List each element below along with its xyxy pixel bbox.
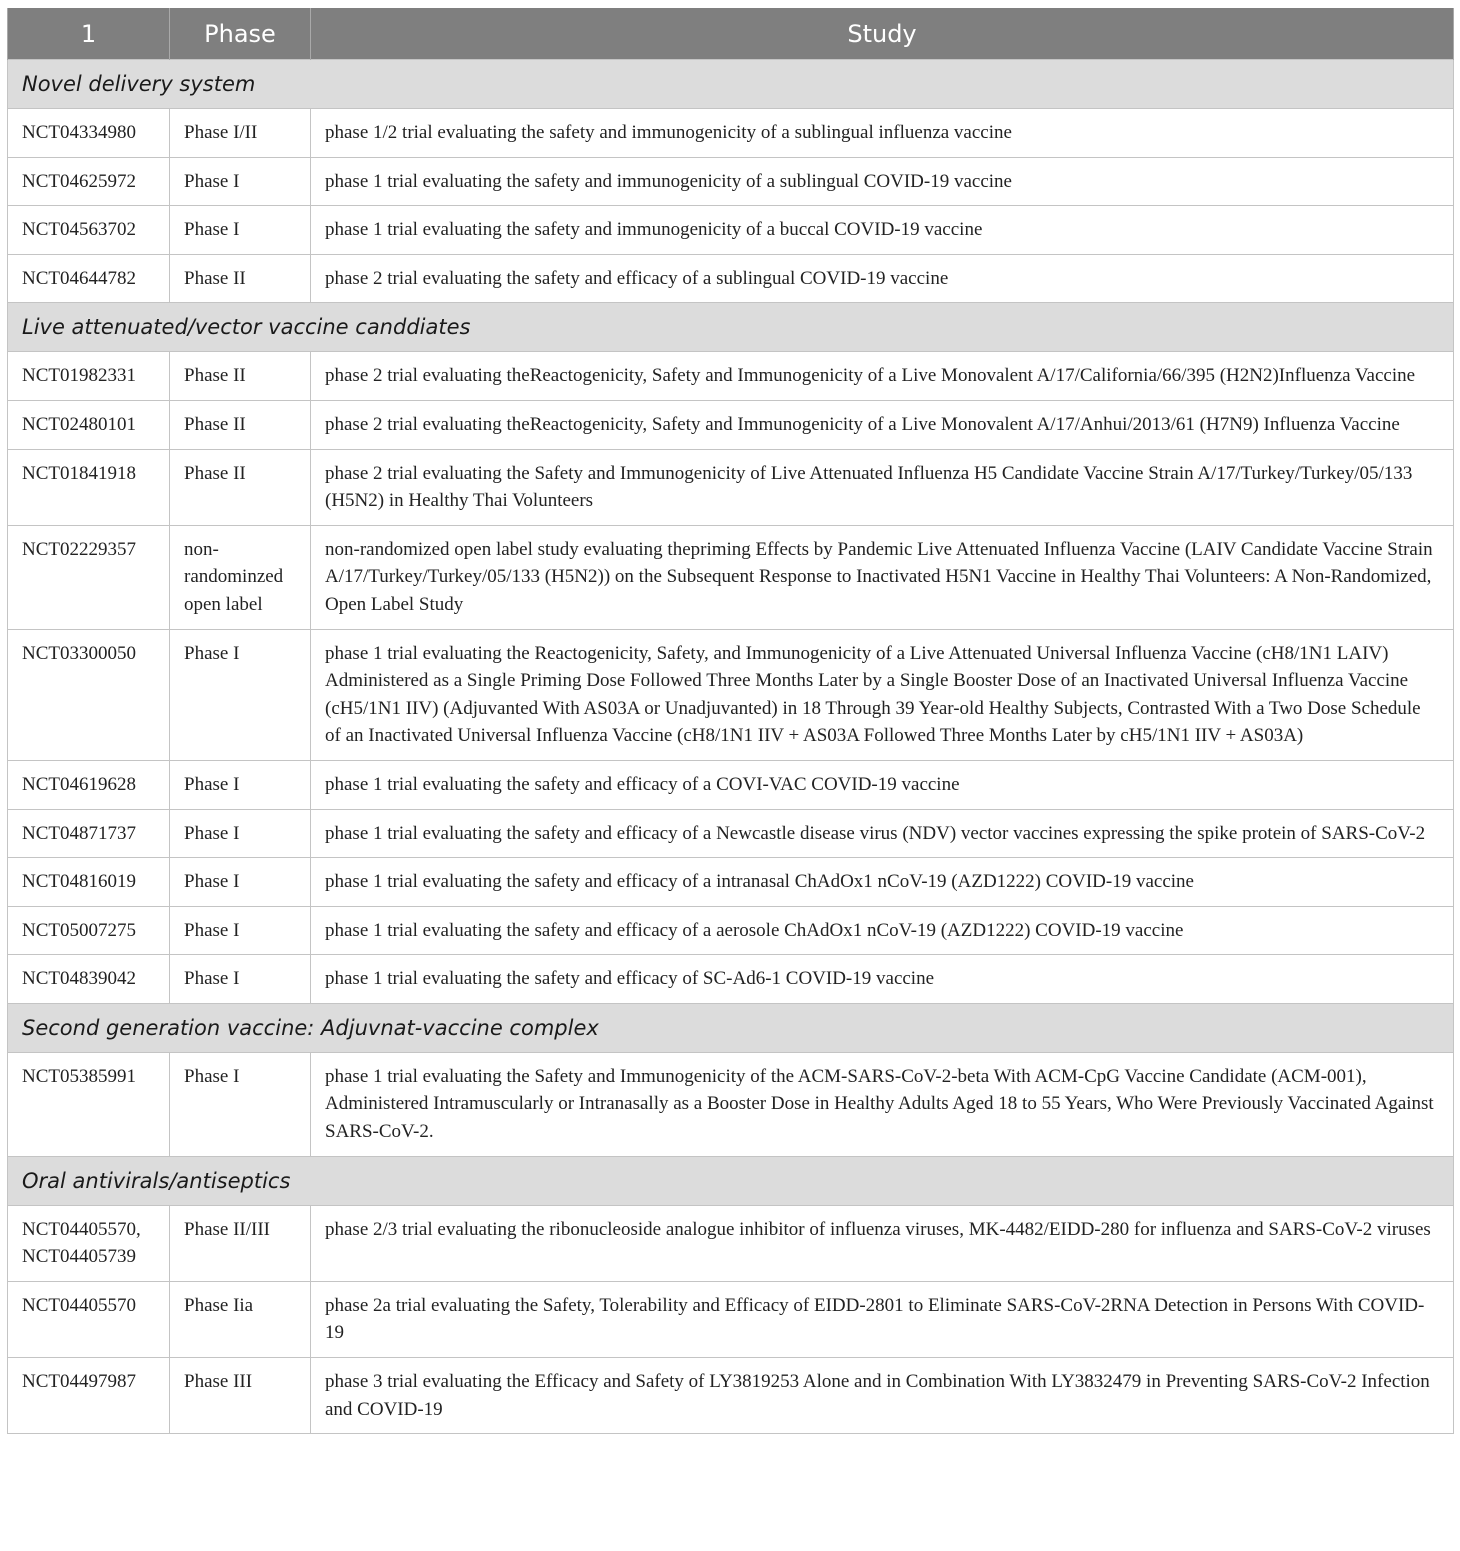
trial-study: phase 2 trial evaluating theReactogenicity, Safety and Immunogenicity of a Live Monovalent A/17/California/66/395 (H2N2)Influenza Vaccine (311, 352, 1454, 401)
trial-id: NCT04497987 (8, 1358, 170, 1434)
table-row (8, 858, 1454, 907)
trial-study: phase 2 trial evaluating the Safety and Immunogenicity of Live Attenuated Influenza H5 Candidate Vaccine Strain A/17/Turkey/Turkey/05/133 (H5N2) in Healthy Thai Volunteers (311, 449, 1454, 525)
trial-study: phase 2 trial evaluating the safety and efficacy of a sublingual COVID-19 vaccine (311, 254, 1454, 303)
trial-study: phase 2/3 trial evaluating the ribonucleoside analogue inhibitor of influenza viruses, MK-4482/EIDD-280 for influenza and SARS-CoV-2 viruses (311, 1205, 1454, 1281)
trial-study: phase 1 trial evaluating the Safety and Immunogenicity of the ACM-SARS-CoV-2-beta With ACM-CpG Vaccine Candidate (ACM-001), Administered Intramuscularly or Intranasally as a Booster Dose in Healthy Adults Aged 18 to 55 Years, Who Were Previously Vaccinated Against SARS-CoV-2. (311, 1052, 1454, 1156)
trial-study: phase 2a trial evaluating the Safety, Tolerability and Efficacy of EIDD-2801 to Eliminate SARS-CoV-2RNA Detection in Persons With COVID-19 (311, 1281, 1454, 1357)
header-study: Study (311, 8, 1454, 60)
table-row (8, 809, 1454, 858)
trial-phase: Phase I (170, 1052, 311, 1156)
trial-phase: Phase Iia (170, 1281, 311, 1357)
trial-phase: Phase I (170, 629, 311, 760)
table-row (8, 1205, 1454, 1281)
table-row (8, 760, 1454, 809)
trial-id: NCT04405570 (8, 1281, 170, 1357)
table-row (8, 1052, 1454, 1156)
trial-study: phase 1 trial evaluating the safety and immunogenicity of a buccal COVID-19 vaccine (311, 206, 1454, 255)
table-row (8, 157, 1454, 206)
trial-study: phase 3 trial evaluating the Efficacy and Safety of LY3819253 Alone and in Combination With LY3832479 in Preventing SARS-CoV-2 Infection and COVID-19 (311, 1358, 1454, 1434)
table-row (8, 906, 1454, 955)
trial-id: NCT03300050 (8, 629, 170, 760)
trial-study: non-randomized open label study evaluating thepriming Effects by Pandemic Live Attenuated Influenza Vaccine (LAIV Candidate Vaccine Strain A/17/Turkey/Turkey/05/133 (H5N2)) on the Subsequent Response to Inactivated H5N1 Vaccine in Healthy Thai Volunteers: A Non-Randomized, Open Label Study (311, 525, 1454, 629)
trial-phase: non-randominzed open label (170, 525, 311, 629)
trial-id: NCT04644782 (8, 254, 170, 303)
section-row (8, 1003, 1454, 1052)
trial-phase: Phase II (170, 400, 311, 449)
trial-id: NCT04839042 (8, 955, 170, 1004)
table-row (8, 400, 1454, 449)
trial-id: NCT02480101 (8, 400, 170, 449)
trial-phase: Phase I (170, 906, 311, 955)
table-row (8, 525, 1454, 629)
header-id: 1 (8, 8, 170, 60)
trial-phase: Phase I (170, 157, 311, 206)
trial-study: phase 1 trial evaluating the safety and efficacy of SC-Ad6-1 COVID-19 vaccine (311, 955, 1454, 1004)
clinical-trials-table-container (7, 8, 1453, 1434)
table-row (8, 109, 1454, 158)
section-title: Oral antivirals/antiseptics (8, 1156, 1454, 1205)
trial-phase: Phase II (170, 352, 311, 401)
trial-study: phase 1/2 trial evaluating the safety and immunogenicity of a sublingual influenza vaccine (311, 109, 1454, 158)
trial-id: NCT04816019 (8, 858, 170, 907)
section-title: Live attenuated/vector vaccine canddiates (8, 303, 1454, 352)
trial-id: NCT05007275 (8, 906, 170, 955)
trial-id: NCT04563702 (8, 206, 170, 255)
section-row (8, 1156, 1454, 1205)
table-row (8, 449, 1454, 525)
trial-phase: Phase I (170, 760, 311, 809)
table-row (8, 352, 1454, 401)
trial-id: NCT05385991 (8, 1052, 170, 1156)
trial-phase: Phase I (170, 809, 311, 858)
trial-study: phase 1 trial evaluating the safety and efficacy of a aerosole ChAdOx1 nCoV-19 (AZD1222) COVID-19 vaccine (311, 906, 1454, 955)
trial-id: NCT04871737 (8, 809, 170, 858)
trial-id: NCT01982331 (8, 352, 170, 401)
trial-id: NCT01841918 (8, 449, 170, 525)
trial-phase: Phase I/II (170, 109, 311, 158)
trial-phase: Phase I (170, 858, 311, 907)
trial-study: phase 1 trial evaluating the safety and immunogenicity of a sublingual COVID-19 vaccine (311, 157, 1454, 206)
section-title: Second generation vaccine: Adjuvnat-vaccine complex (8, 1003, 1454, 1052)
trial-study: phase 1 trial evaluating the safety and efficacy of a intranasal ChAdOx1 nCoV-19 (AZD1222) COVID-19 vaccine (311, 858, 1454, 907)
trial-id: NCT02229357 (8, 525, 170, 629)
trial-phase: Phase I (170, 955, 311, 1004)
trial-id: NCT04334980 (8, 109, 170, 158)
trial-id: NCT04405570, NCT04405739 (8, 1205, 170, 1281)
table-row (8, 1281, 1454, 1357)
trial-phase: Phase III (170, 1358, 311, 1434)
trial-phase: Phase II (170, 254, 311, 303)
clinical-trials-table (7, 8, 1454, 1434)
trial-phase: Phase II/III (170, 1205, 311, 1281)
header-phase: Phase (170, 8, 311, 60)
trial-study: phase 2 trial evaluating theReactogenicity, Safety and Immunogenicity of a Live Monovalent A/17/Anhui/2013/61 (H7N9) Influenza Vaccine (311, 400, 1454, 449)
trial-study: phase 1 trial evaluating the safety and efficacy of a COVI-VAC COVID-19 vaccine (311, 760, 1454, 809)
table-row (8, 1358, 1454, 1434)
section-row (8, 303, 1454, 352)
trial-phase: Phase I (170, 206, 311, 255)
trial-id: NCT04619628 (8, 760, 170, 809)
trial-id: NCT04625972 (8, 157, 170, 206)
section-title: Novel delivery system (8, 60, 1454, 109)
table-row (8, 254, 1454, 303)
table-row (8, 955, 1454, 1004)
section-row (8, 60, 1454, 109)
table-row (8, 629, 1454, 760)
trial-study: phase 1 trial evaluating the Reactogenicity, Safety, and Immunogenicity of a Live Attenuated Universal Influenza Vaccine (cH8/1N1 LAIV) Administered as a Single Priming Dose Followed Three Months Later by a Single Booster Dose of an Inactivated Universal Influenza Vaccine (cH5/1N1 IIV) (Adjuvanted With AS03A or Unadjuvanted) in 18 Through 39 Year-old Healthy Subjects, Contrasted With a Two Dose Schedule of an Inactivated Universal Influenza Vaccine (cH8/1N1 IIV + AS03A Followed Three Months Later by cH5/1N1 IIV + AS03A) (311, 629, 1454, 760)
trial-phase: Phase II (170, 449, 311, 525)
trial-study: phase 1 trial evaluating the safety and efficacy of a Newcastle disease virus (NDV) vector vaccines expressing the spike protein of SARS-CoV-2 (311, 809, 1454, 858)
table-row (8, 206, 1454, 255)
table-header (8, 8, 1454, 60)
table-body (8, 60, 1454, 1434)
header-row (8, 8, 1454, 60)
